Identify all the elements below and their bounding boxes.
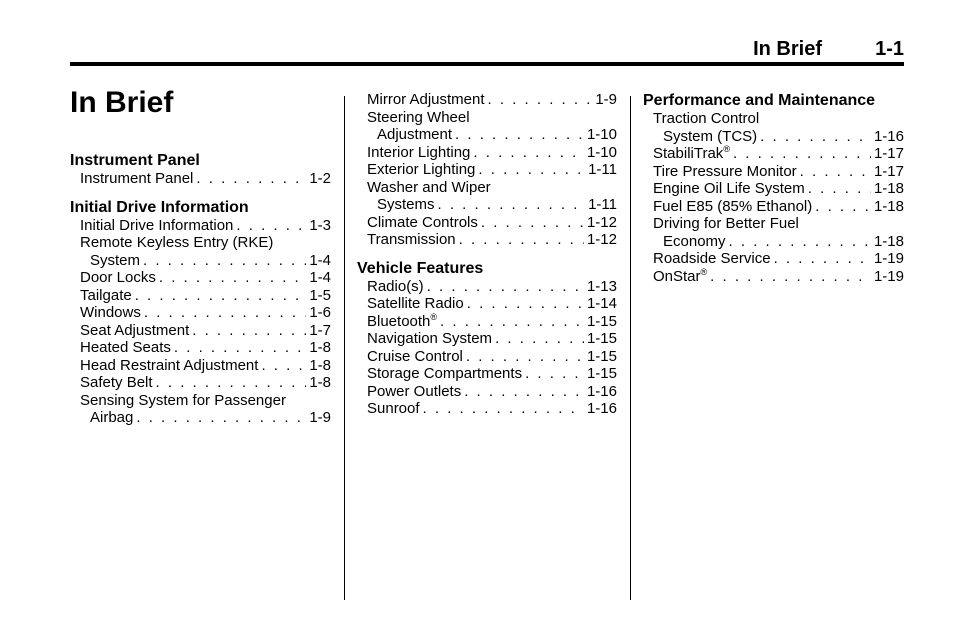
dot-leader (159, 269, 306, 287)
toc-entry-label: Adjustment (377, 126, 453, 143)
toc-entry-label: Interior Lighting (367, 143, 471, 161)
dot-leader (710, 268, 871, 286)
toc-entry-label-text: StabiliTrak (653, 145, 724, 162)
dot-leader (136, 409, 306, 427)
dot-leader (467, 295, 584, 313)
toc-entry[interactable] (70, 357, 331, 375)
column-divider-1 (344, 96, 345, 600)
page-title: In Brief (70, 86, 174, 119)
toc-entry-page: 1-7 (309, 321, 331, 339)
toc-entry-label: Windows (80, 304, 141, 321)
toc-entry-label: Door Locks (80, 269, 156, 286)
toc-entry-label: Tailgate (80, 286, 132, 304)
toc-entry-label: Fuel E85 (85% Ethanol) (653, 197, 813, 215)
toc-entry-page: 1-12 (586, 231, 617, 248)
toc-entry-page: 1-15 (586, 330, 617, 347)
dot-leader (495, 330, 584, 348)
toc-entry-label: Head Restraint Adjustment (80, 356, 259, 374)
toc-entry-label: Systems (377, 196, 435, 213)
toc-entry-page: 1-15 (586, 347, 617, 365)
toc-entry[interactable] (70, 374, 331, 392)
section-heading-vehicle-features: Vehicle Features (357, 259, 484, 277)
dot-leader (478, 161, 585, 179)
dot-leader (525, 365, 584, 383)
toc-entry-label: Radio(s) (367, 277, 424, 295)
toc-entry[interactable] (70, 170, 331, 188)
toc-entry[interactable] (70, 322, 331, 340)
dot-leader (423, 400, 584, 418)
toc-entry[interactable] (357, 161, 617, 179)
toc-entry[interactable] (70, 339, 331, 357)
toc-column-2 (357, 91, 617, 418)
toc-entry-label: Cruise Control (367, 347, 463, 365)
toc-entry[interactable] (70, 287, 331, 305)
dot-leader (196, 170, 306, 188)
toc-entry-label: Power Outlets (367, 382, 462, 400)
toc-entry-label: Climate Controls (367, 213, 478, 231)
toc-entry-page: 1-5 (309, 286, 331, 304)
toc-entry-page: 1-18 (873, 180, 904, 197)
toc-entry-label-line1[interactable]: Driving for Better Fuel (653, 215, 799, 232)
toc-entry-label: Heated Seats (80, 339, 171, 356)
toc-entry[interactable] (70, 409, 331, 427)
registered-mark: ® (430, 311, 438, 322)
toc-entry-page: 1-6 (309, 304, 331, 321)
toc-column-1 (70, 151, 331, 427)
dot-leader (815, 198, 871, 216)
toc-entry-page: 1-15 (586, 365, 617, 382)
toc-entry[interactable] (643, 198, 904, 216)
toc-entry[interactable] (357, 383, 617, 401)
dot-leader (760, 128, 871, 146)
toc-entry[interactable] (643, 250, 904, 268)
toc-entry-page: 1-9 (595, 91, 617, 108)
toc-entry-label (367, 313, 437, 331)
toc-entry-label: Initial Drive Information (80, 216, 234, 234)
toc-entry-label-line1[interactable]: Sensing System for Passenger (80, 391, 286, 409)
section-heading-instrument-panel: Instrument Panel (70, 152, 200, 169)
dot-leader (800, 163, 871, 181)
toc-entry[interactable] (357, 126, 617, 144)
dot-leader (729, 233, 871, 251)
toc-entry-page: 1-3 (309, 216, 331, 234)
dot-leader (808, 180, 871, 198)
toc-entry-page: 1-4 (309, 251, 331, 269)
toc-entry-page: 1-13 (586, 277, 617, 295)
toc-entry-label: Mirror Adjustment (367, 91, 485, 108)
toc-entry-label: Transmission (367, 231, 456, 248)
dot-leader (440, 313, 584, 331)
registered-mark: ® (723, 144, 730, 154)
column-divider-2 (630, 96, 631, 600)
toc-entry-label: Airbag (90, 409, 134, 426)
toc-entry[interactable] (357, 214, 617, 232)
dot-leader (174, 339, 306, 357)
dot-leader (427, 278, 584, 296)
toc-entry-page: 1-9 (309, 409, 331, 426)
toc-entry-label (653, 268, 707, 286)
toc-entry-page: 1-4 (309, 269, 331, 286)
dot-leader (774, 250, 871, 268)
toc-entry[interactable] (643, 145, 904, 163)
toc-entry[interactable] (357, 365, 617, 383)
toc-entry[interactable] (357, 144, 617, 162)
toc-entry-page: 1-16 (873, 127, 904, 145)
dot-leader (733, 145, 871, 163)
toc-entry-page: 1-8 (309, 374, 331, 391)
toc-entry-page: 1-8 (309, 356, 331, 374)
toc-entry-label: Engine Oil Life System (653, 180, 805, 197)
dot-leader (144, 304, 306, 322)
dot-leader (236, 217, 306, 235)
toc-entry-page: 1-17 (873, 145, 904, 162)
toc-entry[interactable] (70, 304, 331, 322)
toc-entry-page: 1-10 (586, 143, 617, 161)
toc-entry[interactable] (357, 400, 617, 418)
toc-entry-label: Tire Pressure Monitor (653, 162, 797, 180)
running-header (70, 36, 904, 64)
toc-entry-label: Sunroof (367, 400, 420, 417)
toc-entry-label: Satellite Radio (367, 295, 464, 312)
toc-entry-label: Instrument Panel (80, 170, 194, 187)
header-page-number: 1-1 (875, 38, 904, 60)
toc-entry-label: System (90, 251, 141, 269)
dot-leader (488, 91, 593, 109)
toc-entry-label: Navigation System (367, 330, 493, 347)
toc-entry[interactable] (357, 91, 617, 109)
toc-entry-page: 1-16 (586, 382, 617, 400)
toc-entry-page: 1-19 (873, 267, 904, 285)
dot-leader (156, 374, 307, 392)
toc-entry[interactable] (357, 330, 617, 348)
toc-entry[interactable] (357, 196, 617, 214)
toc-entry-page: 1-10 (586, 126, 617, 143)
dot-leader (464, 383, 584, 401)
toc-entry-label-text: Bluetooth (367, 312, 431, 330)
toc-entry-label: Economy (663, 232, 726, 250)
toc-entry-page: 1-2 (309, 170, 331, 187)
toc-entry-label: Exterior Lighting (367, 161, 476, 178)
toc-entry-page: 1-11 (588, 161, 617, 178)
toc-entry-label: Storage Compartments (367, 365, 523, 382)
toc-entry-page: 1-18 (873, 197, 904, 215)
toc-entry-page: 1-15 (586, 312, 617, 330)
toc-entry[interactable] (357, 313, 617, 331)
toc-entry[interactable] (70, 252, 331, 270)
dot-leader (143, 252, 306, 270)
toc-entry-label-line1[interactable]: Steering Wheel (367, 108, 470, 126)
toc-entry-page: 1-8 (309, 339, 331, 356)
dot-leader (135, 287, 307, 305)
dot-leader (473, 144, 584, 162)
toc-column-3 (643, 91, 904, 285)
toc-entry-label-line1[interactable]: Washer and Wiper (367, 178, 491, 196)
toc-entry[interactable] (70, 269, 331, 287)
toc-entry-label: System (TCS) (663, 127, 758, 145)
toc-entry[interactable] (643, 268, 904, 286)
registered-mark: ® (700, 266, 708, 277)
toc-entry-page: 1-18 (873, 232, 904, 250)
toc-entry-page: 1-11 (588, 196, 617, 213)
header-section-title: In Brief (753, 38, 822, 60)
toc-entry-label: Roadside Service (653, 250, 771, 267)
toc-entry-label: Seat Adjustment (80, 321, 190, 339)
section-heading-performance-maintenance: Performance and Maintenance (643, 92, 876, 109)
toc-entry[interactable] (357, 348, 617, 366)
toc-entry-label-line1[interactable]: Traction Control (653, 110, 760, 127)
toc-entry-label: Safety Belt (80, 374, 153, 391)
toc-entry-label-line1[interactable]: Remote Keyless Entry (RKE) (80, 234, 274, 251)
toc-entry[interactable] (70, 217, 331, 235)
toc-entry[interactable] (357, 231, 617, 249)
dot-leader (261, 357, 306, 375)
dot-leader (438, 196, 586, 214)
dot-leader (466, 348, 584, 366)
toc-entry-label-text: OnStar (653, 267, 701, 285)
dot-leader (192, 322, 306, 340)
toc-entry[interactable] (357, 278, 617, 296)
dot-leader (481, 214, 584, 232)
toc-entry-page: 1-12 (586, 213, 617, 231)
header-rule (70, 62, 904, 66)
toc-entry[interactable] (643, 128, 904, 146)
toc-entry[interactable] (643, 163, 904, 181)
toc-entry[interactable] (643, 180, 904, 198)
toc-entry[interactable] (643, 233, 904, 251)
dot-leader (455, 126, 584, 144)
toc-entry-page: 1-16 (586, 400, 617, 417)
section-heading-initial-drive: Initial Drive Information (70, 198, 249, 216)
toc-entry-page: 1-14 (586, 295, 617, 312)
toc-entry-page: 1-19 (873, 250, 904, 267)
toc-entry[interactable] (357, 295, 617, 313)
toc-entry-page: 1-17 (873, 162, 904, 180)
toc-entry-label (653, 145, 730, 163)
dot-leader (459, 231, 584, 249)
